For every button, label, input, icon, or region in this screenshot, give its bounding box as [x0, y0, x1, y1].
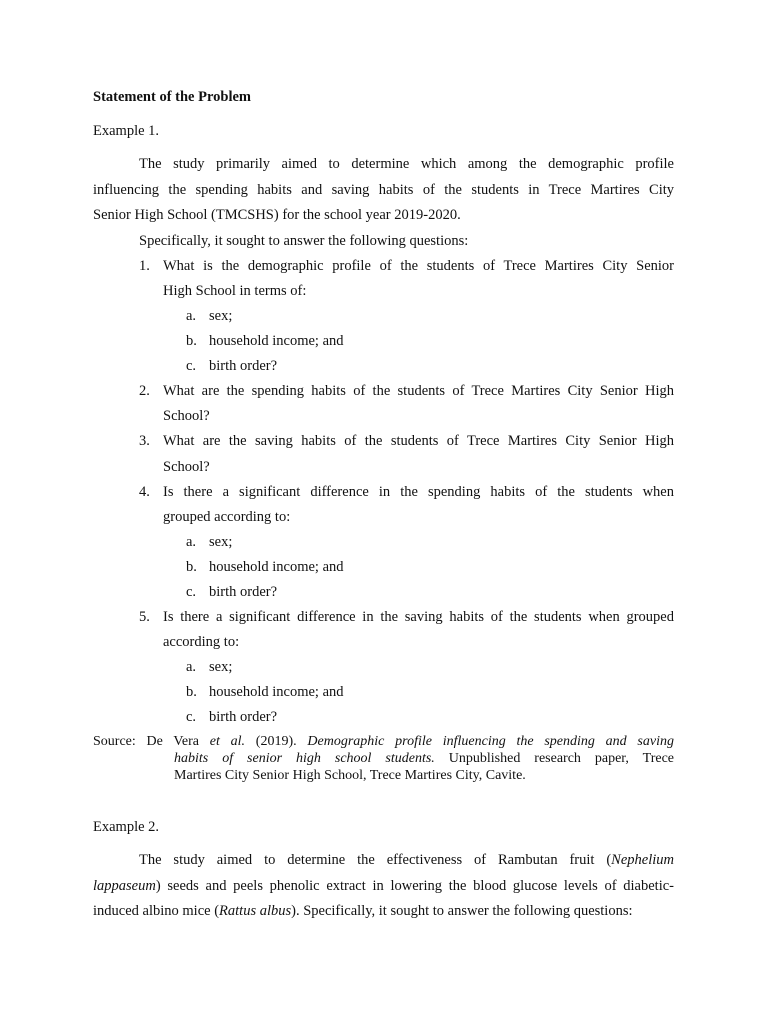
question-number: 5.	[139, 609, 150, 625]
example-2-text: induced albino mice (	[93, 903, 220, 919]
sub-letter: c.	[186, 358, 197, 374]
source-citation-line-1	[93, 734, 674, 751]
example-2-line-3	[93, 902, 674, 920]
sub-letter: b.	[186, 684, 197, 700]
question-3-cont: School?	[163, 459, 210, 475]
question-5-cont: according to:	[163, 634, 240, 650]
question-4-cont: grouped according to:	[163, 509, 291, 525]
sub-letter: a.	[186, 534, 197, 550]
sub-letter: c.	[186, 709, 197, 725]
example-1-intro-line-3: Senior High School (TMCSHS) for the school year 2019-2020.	[93, 207, 461, 223]
example-1-intro-line-2: influencing the spending habits and saving habits of the students in Trece Martires City	[93, 182, 674, 198]
sub-letter: b.	[186, 559, 197, 575]
sub-text: birth order?	[209, 358, 278, 374]
sub-letter: b.	[186, 333, 197, 349]
question-text: Is there a significant difference in the spending habits of the students when	[163, 484, 674, 500]
source-citation-line-2	[174, 751, 674, 768]
question-text: What are the saving habits of the students of Trece Martires City Senior High	[163, 433, 674, 449]
sub-text: household income; and	[209, 684, 344, 700]
example-2-line-1	[139, 851, 674, 869]
example-2-label: Example 2.	[93, 819, 160, 835]
sub-text: household income; and	[209, 559, 344, 575]
question-number: 2.	[139, 383, 150, 399]
sub-text: sex;	[209, 534, 233, 550]
question-number: 3.	[139, 433, 150, 449]
sub-text: household income; and	[209, 333, 344, 349]
question-number: 4.	[139, 484, 150, 500]
question-text: What are the spending habits of the students of Trece Martires City Senior High	[163, 383, 674, 399]
source-prefix: Source: De Vera	[93, 734, 210, 749]
example-1-lead: Specifically, it sought to answer the following questions:	[139, 233, 469, 249]
example-2-text: The study aimed to determine the effectiveness of Rambutan fruit (	[139, 852, 612, 868]
example-2-text: ) seeds and peels phenolic extract in lowering the blood glucose levels of diabetic-	[155, 878, 674, 894]
scientific-name: Nephelium	[611, 852, 674, 868]
sub-letter: a.	[186, 308, 197, 324]
source-title: Demographic profile influencing the spending and saving	[307, 734, 674, 749]
document-body	[93, 0, 674, 1024]
sub-text: sex;	[209, 659, 233, 675]
sub-letter: c.	[186, 584, 197, 600]
example-1-label: Example 1.	[93, 123, 160, 139]
sub-letter: a.	[186, 659, 197, 675]
section-heading: Statement of the Problem	[93, 89, 251, 105]
source-publication: Unpublished research paper, Trece	[434, 751, 674, 766]
question-text: Is there a significant difference in the saving habits of the students when grouped	[163, 609, 674, 625]
question-2-cont: School?	[163, 408, 210, 424]
source-citation-line-3: Martires City Senior High School, Trece Martires City, Cavite.	[174, 768, 526, 783]
question-1-cont: High School in terms of:	[163, 283, 307, 299]
source-year: (2019).	[245, 734, 308, 749]
question-number: 1.	[139, 258, 150, 274]
question-text: What is the demographic profile of the students of Trece Martires City Senior	[163, 258, 674, 274]
scientific-name: Rattus albus	[219, 903, 292, 919]
sub-text: birth order?	[209, 709, 278, 725]
example-2-line-2	[93, 877, 674, 895]
example-2-text: ). Specifically, it sought to answer the following questions:	[291, 903, 633, 919]
example-1-intro-line-1: The study primarily aimed to determine which among the demographic profile	[139, 156, 674, 172]
scientific-name: lappaseum	[93, 878, 156, 894]
source-etal: et al.	[209, 734, 246, 749]
source-title-cont: habits of senior high school students.	[174, 751, 435, 766]
sub-text: sex;	[209, 308, 233, 324]
sub-text: birth order?	[209, 584, 278, 600]
